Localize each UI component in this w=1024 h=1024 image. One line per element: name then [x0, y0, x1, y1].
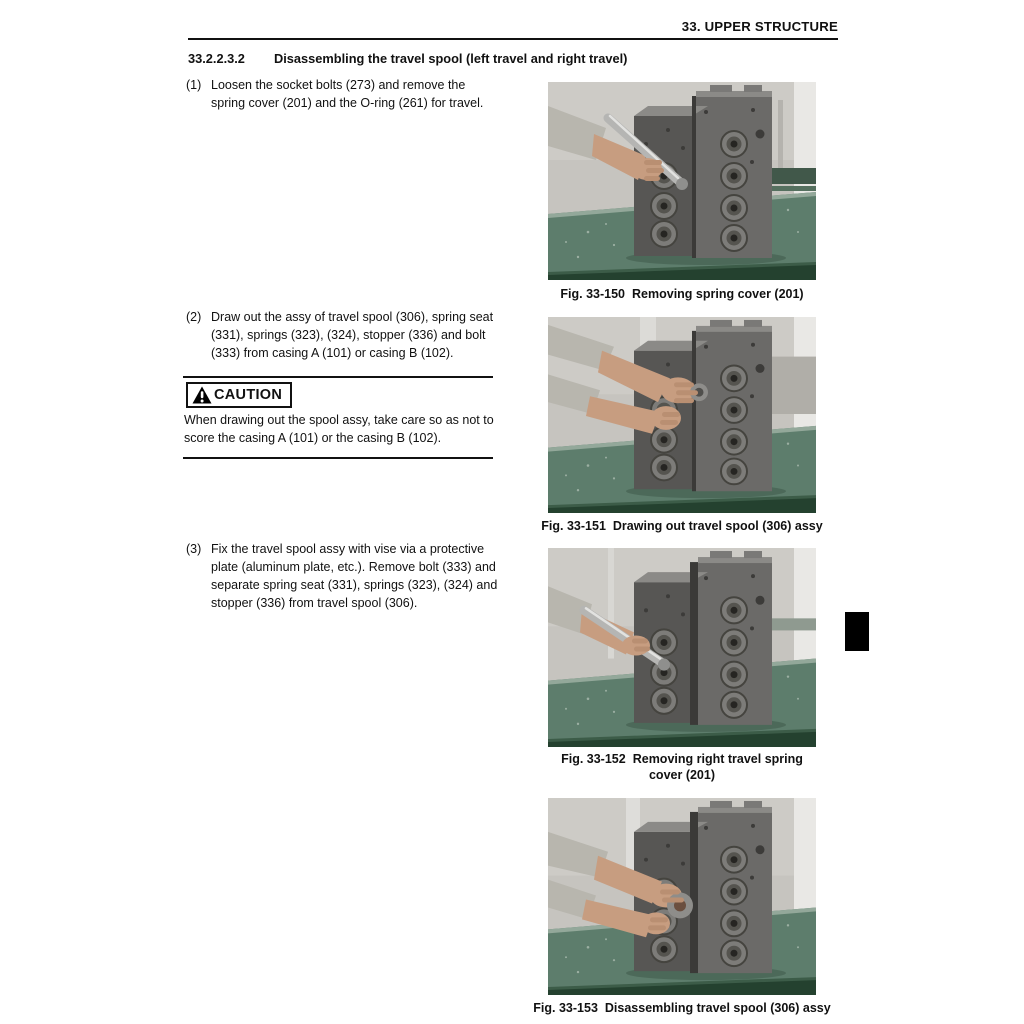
figure-33-153-caption-text: Disassembling travel spool (306) assy	[604, 1001, 831, 1015]
step-1-number: (1)	[186, 78, 202, 92]
step-3-text: Fix the travel spool assy with vise via a protective plate (aluminum plate, etc.). Remove bolt (333) and separate spring seat (331), springs (323), (324) and stopper (336) from travel spool (306).	[211, 542, 498, 610]
section-title: Disassembling the travel spool (left travel and right travel)	[274, 51, 628, 66]
warning-triangle-icon	[192, 386, 212, 404]
caution-separator-top	[183, 376, 493, 378]
step-3	[186, 540, 504, 612]
caution-separator-bottom	[183, 457, 493, 459]
figure-33-152-caption	[557, 751, 807, 783]
figure-33-150-caption-text: Removing spring cover (201)	[632, 287, 804, 301]
figure-33-150-photo	[548, 82, 816, 280]
caution-text: When drawing out the spool assy, take care so as not to score the casing A (101) or the casing B (102).	[184, 413, 494, 445]
page-header: 33. UPPER STRUCTURE	[681, 19, 838, 34]
step-3-number: (3)	[186, 542, 202, 556]
header-rule	[188, 38, 838, 40]
step-1	[186, 76, 500, 112]
section-number: 33.2.2.3.2	[188, 51, 245, 66]
figure-33-151-caption	[512, 518, 852, 534]
figure-33-150-caption	[512, 286, 852, 302]
figure-33-153-caption	[502, 1000, 862, 1016]
figure-33-151-photo	[548, 317, 816, 513]
figure-33-153-photo	[548, 798, 816, 995]
caution-box	[186, 382, 292, 408]
figure-33-151-label: Fig. 33-151	[541, 519, 606, 533]
step-2-number: (2)	[186, 310, 202, 324]
figure-33-152-caption-text: Removing right travel spring cover (201)	[632, 752, 803, 782]
figure-33-151-caption-text: Drawing out travel spool (306) assy	[612, 519, 823, 533]
page-edge-tab-marker	[845, 612, 869, 651]
figure-33-152-photo	[548, 548, 816, 747]
figure-33-153-label: Fig. 33-153	[533, 1001, 598, 1015]
step-2-text: Draw out the assy of travel spool (306), spring seat (331), springs (323), (324), stopper (336) and bolt (333) from casing A (101) or casing B (102).	[211, 310, 494, 360]
figure-33-150-label: Fig. 33-150	[560, 287, 626, 301]
figure-33-152-label: Fig. 33-152	[561, 752, 626, 766]
section-heading	[188, 51, 848, 66]
caution-label: CAUTION	[214, 387, 283, 403]
step-1-text: Loosen the socket bolts (273) and remove the spring cover (201) and the O-ring (261) for travel.	[211, 78, 484, 110]
step-2	[186, 308, 500, 362]
